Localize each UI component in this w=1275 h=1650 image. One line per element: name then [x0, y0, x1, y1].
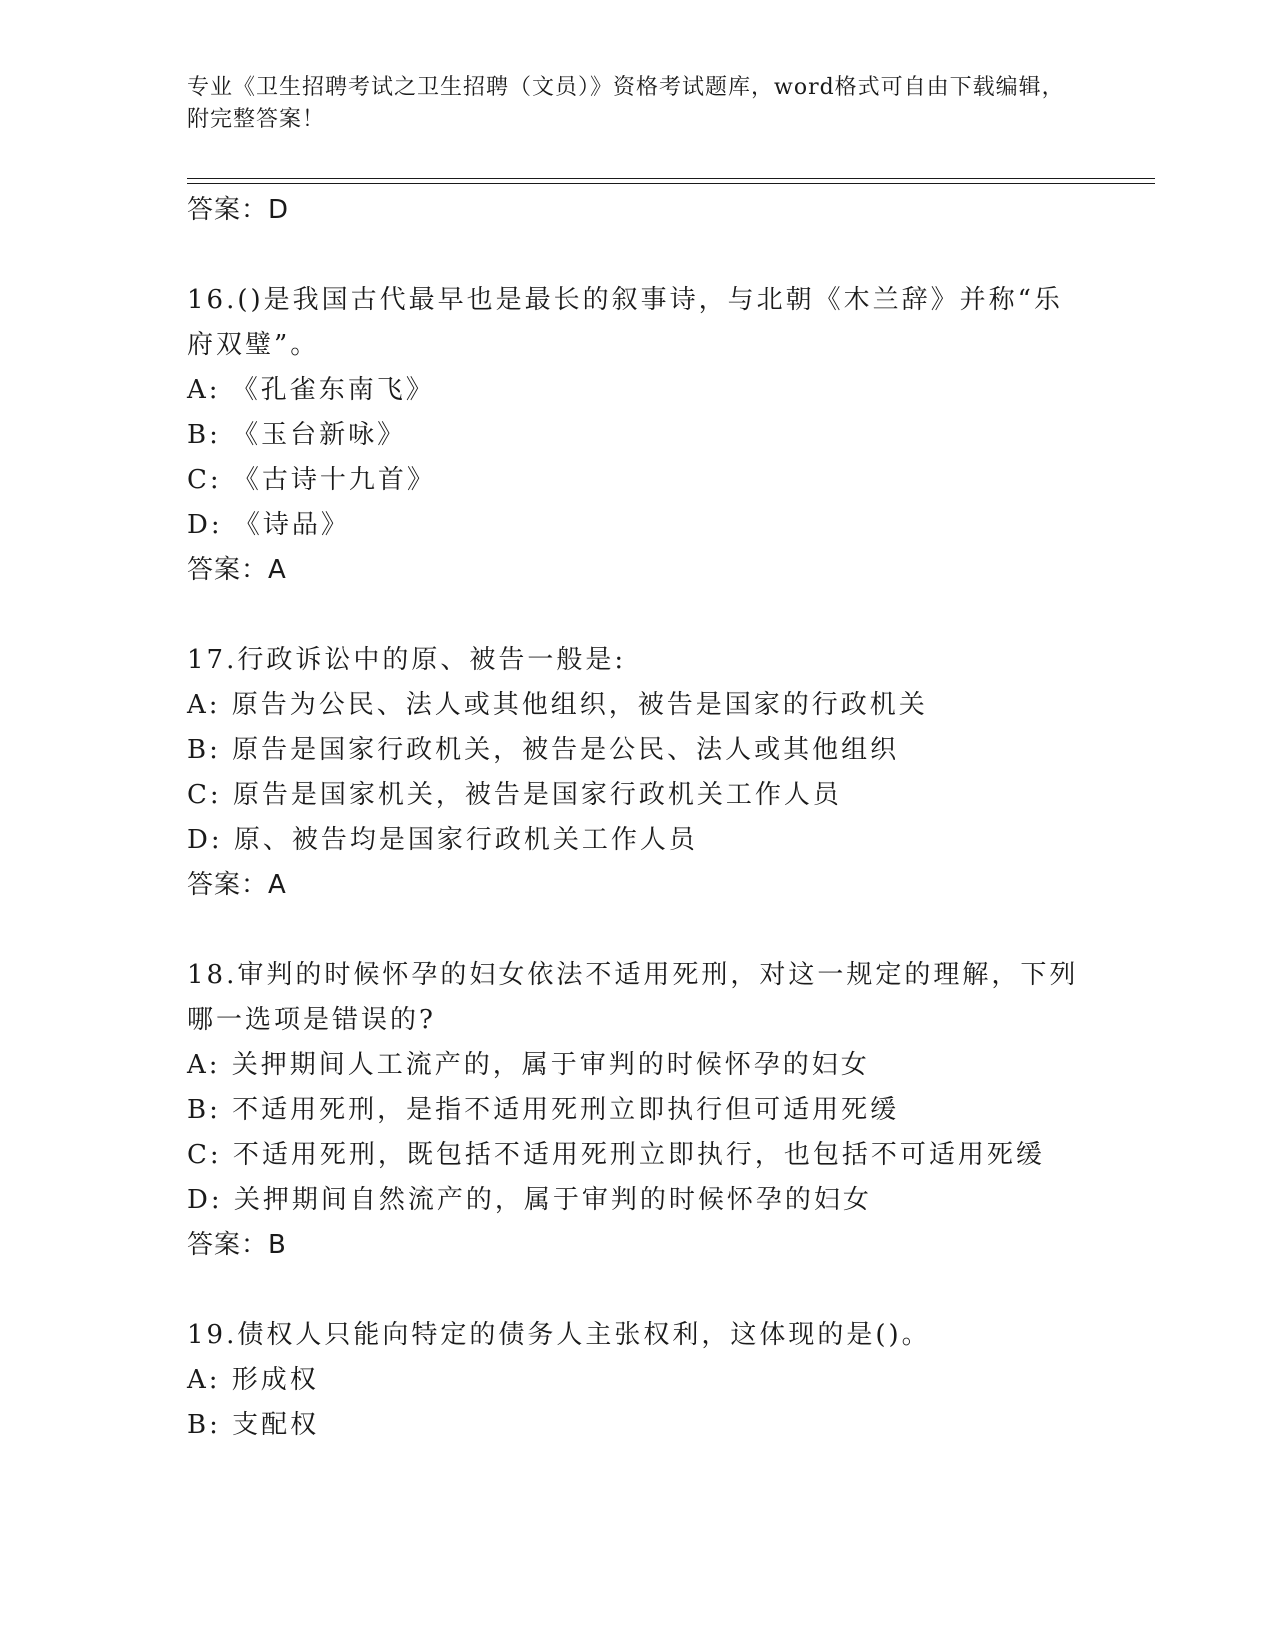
option-a: A: 《孔雀东南飞》 [187, 375, 435, 405]
question-answer: 答案：A [187, 870, 287, 900]
header-rule-bottom [187, 183, 1155, 184]
question-answer: 答案：B [187, 1230, 287, 1260]
option-c: C: 《古诗十九首》 [187, 465, 436, 495]
option-d: D: 《诗品》 [187, 510, 350, 540]
option-d: D: 关押期间自然流产的，属于审判的时候怀孕的妇女 [187, 1185, 872, 1215]
question-stem-continued: 哪一选项是错误的? [187, 1005, 436, 1035]
question-stem: 17.行政诉讼中的原、被告一般是: [187, 645, 627, 675]
question-18 [187, 953, 1087, 1268]
option-b: B: 原告是国家行政机关，被告是公民、法人或其他组织 [187, 735, 900, 765]
option-a: A: 原告为公民、法人或其他组织，被告是国家的行政机关 [187, 690, 928, 720]
option-c: C: 原告是国家机关，被告是国家行政机关工作人员 [187, 780, 842, 810]
question-16 [187, 278, 1087, 593]
option-c: C: 不适用死刑，既包括不适用死刑立即执行，也包括不可适用死缓 [187, 1140, 1045, 1170]
question-stem: 16.()是我国古代最早也是最长的叙事诗，与北朝《木兰辞》并称“乐 [187, 285, 1063, 315]
question-stem: 19.债权人只能向特定的债务人主张权利，这体现的是()。 [187, 1320, 931, 1350]
header-rule-top [187, 178, 1155, 179]
option-a: A: 关押期间人工流产的，属于审判的时候怀孕的妇女 [187, 1050, 870, 1080]
question-stem-continued: 府双璧”。 [187, 330, 320, 360]
previous-answer: 答案：D [187, 195, 290, 225]
option-b: B: 支配权 [187, 1410, 320, 1440]
option-a: A: 形成权 [187, 1365, 319, 1395]
option-b: B: 不适用死刑，是指不适用死刑立即执行但可适用死缓 [187, 1095, 900, 1125]
question-list [187, 188, 1087, 1448]
question-answer: 答案：A [187, 555, 287, 585]
question-19 [187, 1313, 1087, 1448]
question-17 [187, 638, 1087, 908]
option-b: B: 《玉台新咏》 [187, 420, 407, 450]
option-d: D: 原、被告均是国家行政机关工作人员 [187, 825, 698, 855]
document-header: 专业《卫生招聘考试之卫生招聘（文员）》资格考试题库，word格式可自由下载编辑，附完整答案！ [187, 75, 1065, 132]
question-stem: 18.审判的时候怀孕的妇女依法不适用死刑，对这一规定的理解，下列 [187, 960, 1079, 990]
